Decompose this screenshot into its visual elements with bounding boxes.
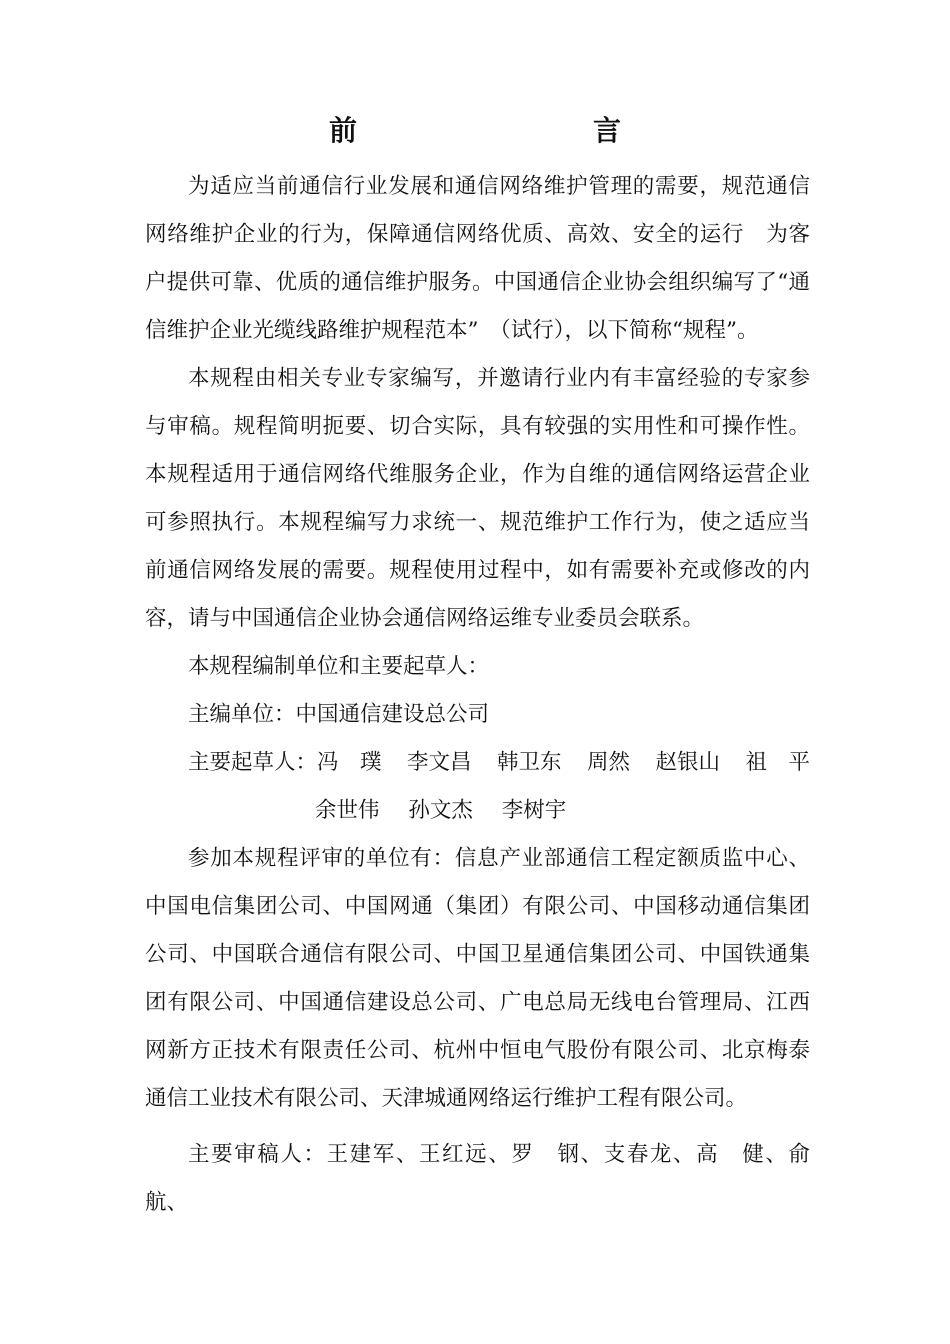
drafter-name: 冯 璞 bbox=[317, 750, 382, 775]
paragraph-chief-editor-unit: 主编单位：中国通信建设总公司 bbox=[188, 702, 490, 727]
drafter-name: 李文昌 bbox=[407, 750, 472, 775]
paragraph-description: 本规程由相关专业专家编写，并邀请行业内有丰富经验的专家参与审稿。规程简明扼要、切合实际，具有较强的实用性和可操作性。本规程适用于通信网络代维服务企业，作为自维的通信网络运营企业可参照执行。本规程编写力求统一、规范维护工作行为，使之适应当前通信网络发展的需要。规程使用过程中，如有需要补充或修改的内容，请与中国通信企业协会通信网络运维专业委员会联系。 bbox=[145, 366, 810, 631]
drafter-name: 祖 平 bbox=[745, 750, 810, 775]
drafter-name: 周然 bbox=[586, 750, 630, 775]
paragraph-reviewers: 主要审稿人：王建军、王红远、罗 钢、支春龙、高 健、俞 航、 bbox=[145, 1142, 832, 1215]
document-body bbox=[145, 163, 832, 1227]
drafters-names-line1 bbox=[317, 739, 810, 787]
paragraph-review-units: 参加本规程评审的单位有：信息产业部通信工程定额质监中心、中国电信集团公司、中国网通（集团）有限公司、中国移动通信集团公司、中国联合通信有限公司、中国卫星通信集团公司、中国铁通集团有限公司、中国通信建设总公司、广电总局无线电台管理局、江西网新方正技术有限责任公司、杭州中恒电气股份有限公司、北京梅泰通信工业技术有限公司、天津城通网络运行维护工程有限公司。 bbox=[145, 846, 810, 1111]
drafter-name: 余世伟 bbox=[315, 798, 380, 823]
paragraph-intro: 为适应当前通信行业发展和通信网络维护管理的需要，规范通信网络维护企业的行为，保障通信网络优质、高效、安全的运行 为客户提供可靠、优质的通信维护服务。中国通信企业协会组织编写了“通信维护企业光缆线路维护规程范本” （试行），以下简称“规程”。 bbox=[145, 174, 810, 343]
drafter-name: 李树宇 bbox=[501, 798, 567, 823]
drafters-names-line2 bbox=[145, 787, 810, 835]
paragraph-compilers-heading: 本规程编制单位和主要起草人： bbox=[188, 654, 490, 679]
drafter-name: 赵银山 bbox=[655, 750, 720, 775]
drafter-name: 孙文杰 bbox=[408, 798, 473, 823]
drafters-label: 主要起草人： bbox=[188, 750, 318, 775]
drafter-name: 韩卫东 bbox=[496, 750, 562, 775]
drafters-row bbox=[145, 739, 810, 787]
page-title: 前 言 bbox=[328, 114, 681, 147]
